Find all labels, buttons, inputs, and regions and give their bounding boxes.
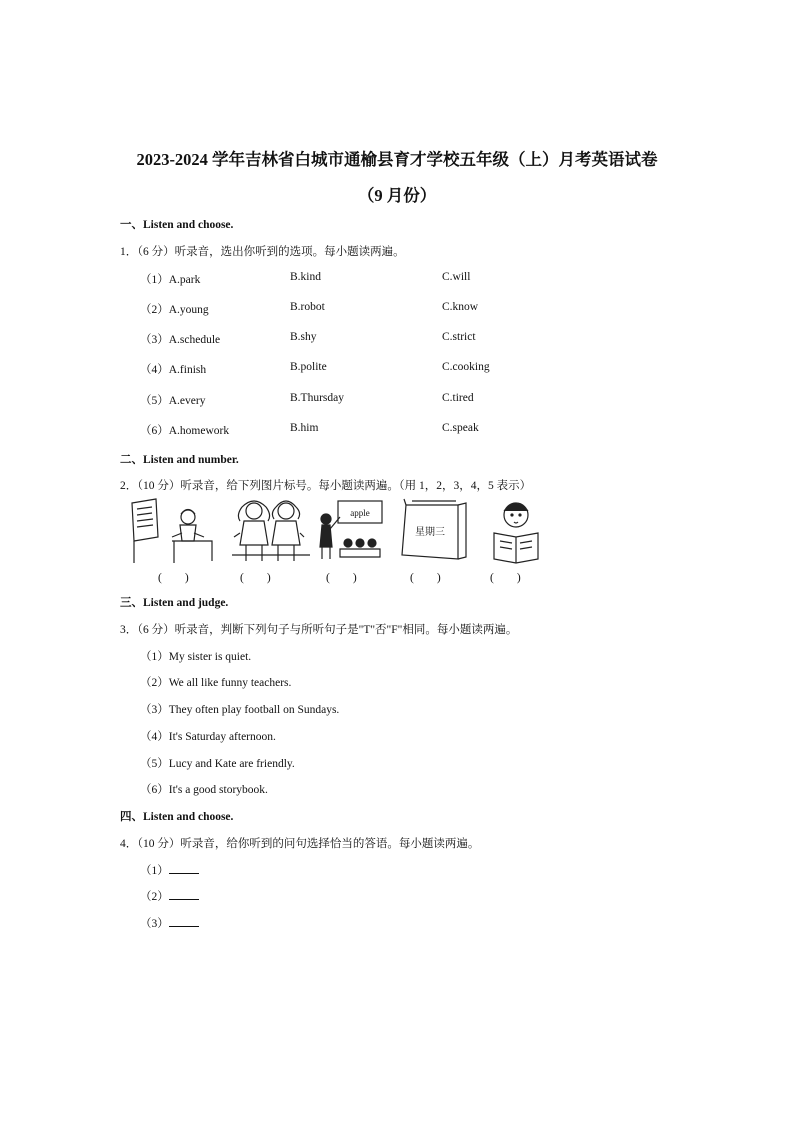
calendar-text: 星期三 (415, 527, 445, 538)
board-text: apple (350, 508, 370, 518)
question1-prompt: 1．（6 分）听录音，选出你听到的选项。每小题读两遍。 (120, 246, 405, 258)
q2-option-a: （2）A.young (140, 304, 209, 316)
q1-option-c: C.will (442, 271, 471, 283)
q5-option-a: （5）A.every (140, 395, 206, 407)
judge-statement-2: （2）We all like funny teachers. (140, 677, 292, 689)
section2-heading: 二、Listen and number. (120, 454, 239, 466)
question3-prompt: 3．（6 分）听录音，判断下列句子与所听句子是"T"否"F"相同。每小题读两遍。 (120, 624, 518, 636)
q6-option-b: B.him (290, 422, 319, 434)
question2-prompt: 2．（10 分）听录音，给下列图片标号。每小题读两遍。（用 1，2，3，4，5 表示） (120, 480, 532, 492)
blank-line[interactable] (169, 862, 199, 874)
q2-option-c: C.know (442, 301, 479, 313)
picture5-answer-paren[interactable]: ( ) (490, 572, 521, 584)
teacher-blackboard-icon (316, 497, 386, 565)
judge-statement-4: （4）It's Saturday afternoon. (140, 731, 276, 743)
judge-statement-3: （3）They often play football on Sundays. (140, 704, 340, 716)
q3-option-c: C.strict (442, 331, 476, 343)
blank-line[interactable] (169, 888, 199, 900)
q4-option-a: （4）A.finish (140, 364, 207, 376)
answer-blank-1[interactable]: （1） (140, 862, 199, 878)
q5-option-c: C.tired (442, 392, 474, 404)
section4-heading: 四、Listen and choose. (120, 811, 234, 823)
picture2-answer-paren[interactable]: ( ) (240, 572, 271, 584)
judge-statement-6: （6）It's a good storybook. (140, 784, 268, 796)
picture1-answer-paren[interactable]: ( ) (158, 572, 189, 584)
q3-option-b: B.shy (290, 331, 317, 343)
boy-reading-icon (488, 497, 544, 565)
judge-statement-1: （1）My sister is quiet. (140, 651, 252, 663)
picture4-answer-paren[interactable]: ( ) (410, 572, 441, 584)
blank-line[interactable] (169, 915, 199, 927)
q2-option-b: B.robot (290, 301, 325, 313)
q1-option-a: （1）A.park (140, 274, 201, 286)
q1-option-b: B.kind (290, 271, 321, 283)
exam-title: 2023-2024 学年吉林省白城市通榆县育才学校五年级（上）月考英语试卷 (136, 150, 658, 169)
answer-blank-3[interactable]: （3） (140, 915, 199, 931)
judge-statement-5: （5）Lucy and Kate are friendly. (140, 758, 295, 770)
answer-blank-2[interactable]: （2） (140, 888, 199, 904)
q4-option-c: C.cooking (442, 361, 490, 373)
girl-at-desk-icon (128, 497, 224, 565)
q3-option-a: （3）A.schedule (140, 334, 221, 346)
q4-option-b: B.polite (290, 361, 327, 373)
question4-prompt: 4．（10 分）听录音，给你听到的问句选择恰当的答语。每小题读两遍。 (120, 838, 480, 850)
exam-subtitle: （9 月份） (357, 186, 437, 205)
q5-option-b: B.Thursday (290, 392, 344, 404)
picture3-answer-paren[interactable]: ( ) (326, 572, 357, 584)
section1-heading: 一、Listen and choose. (120, 219, 234, 231)
two-girls-icon (230, 497, 312, 565)
calendar-icon (398, 497, 470, 565)
q6-option-c: C.speak (442, 422, 479, 434)
q6-option-a: （6）A.homework (140, 425, 230, 437)
section3-heading: 三、Listen and judge. (120, 597, 229, 609)
